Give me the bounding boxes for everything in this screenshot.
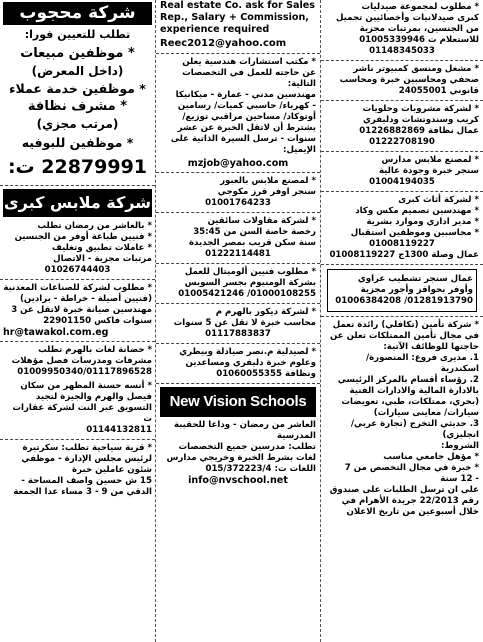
ad-line: التسويق عبر النت لشركة عقارات ت (12, 403, 152, 424)
ad-line: * خبرة في مجال التخصص من 7 (344, 463, 479, 473)
ad-line: مشرفات ومدرسات فصل مؤهلات (11, 356, 152, 366)
ad-line: سيارات/ معاينى سيارات) (373, 408, 479, 418)
school-banner: New Vision Schools (160, 387, 316, 417)
ad-line: كريب وسندوتشات ودليفري (363, 115, 479, 125)
ad-line: * لمصنع ملابس مدارس (381, 155, 479, 165)
ad-line: * مؤهل جامعي مناسب (383, 452, 479, 462)
ad-line: * عاملات تطبيق وتغليف (51, 243, 152, 253)
ad-line: * قرية سياحية تطلب: سكرتيرة (22, 443, 152, 453)
ad-line: عمال وصلة 1300ج 01008119227 (329, 250, 479, 260)
ad-line: * فنيين طباعة أوفر من الجنسين (14, 232, 152, 242)
ad-line: سنوات فاكس 22901150 (43, 316, 152, 326)
ad-line: 1. مديرى فروع: المنصورة/ اسكندرية (365, 353, 479, 374)
column-right (321, 0, 483, 642)
ad-line: سنة سكن قريب بمصر الجديدة (188, 238, 316, 248)
ad-line: 2. رؤساء أقسام بالمركز الرئيسي (337, 375, 479, 385)
ad-line: الإيميل: (283, 145, 316, 155)
ad-line: شئون عاملين خبرة (72, 465, 152, 475)
ad-line: * لشركة ديكور بالهرم م (215, 307, 316, 317)
ad-furniture (325, 195, 479, 261)
column-left (0, 0, 155, 642)
ad-item: (مرتب مجزي) (36, 117, 119, 131)
ad-line: سنجر خبرة وجودة عالية (378, 166, 479, 176)
ad-school-uniforms (325, 155, 479, 188)
ad-line: Rep., Salary + Commission, (160, 12, 309, 23)
ad-new-vision-schools (160, 387, 316, 486)
ad-line: أوتوكاد/ مساحين مراقبي توزيع/ (182, 112, 316, 122)
ad-line: تطلب: مدرسين جميع التخصصات (178, 442, 316, 452)
ad-line: عمال سنجر تشطيب عراوي (357, 274, 473, 284)
ad-pharmacy-group (325, 2, 479, 57)
ad-line: رقم 22/2013 جريدة الأهرام في (341, 496, 479, 506)
ad-line: 3. حديثي التخرج (تجارة عربي/ انجليزي) (350, 419, 479, 440)
ad-email: hr@tawakol.com.eg (3, 327, 109, 338)
ad-line: ونظافة 01060055355 (216, 369, 316, 379)
ad-email: info@nvschool.net (188, 475, 288, 486)
ad-line: التالية: (287, 79, 316, 89)
ad-line: قانوني 24055001 (398, 86, 479, 96)
ad-phone: 01222114481 (205, 249, 271, 259)
ad-line: * مدير اداري وموارد بشرية (366, 217, 479, 227)
ad-line: * لشركة مشروبات وحلويات (362, 104, 479, 114)
ad-email: Reec2012@yahoo.com (160, 38, 287, 49)
ad-line: * مطلوب لمجموعة صيدليات (361, 2, 479, 12)
ad-line: خلال أسبوعين من تاريخ الاعلان (346, 507, 479, 517)
ad-line: - 12 سنة (440, 474, 479, 484)
ad-phone: 01008119227 (369, 239, 435, 249)
ad-line: الشروط: (441, 441, 479, 451)
ad-line: العاشر من رمضان - وداعا للحقيبة (173, 420, 316, 430)
ad-kobry (3, 189, 152, 276)
ad-line: * لمصنع ملابس بالعبور (220, 176, 316, 186)
ad-line: محاسب خبرة لا تقل عن 5 سنوات (173, 318, 316, 328)
ad-nursery (3, 345, 152, 436)
ad-line: * حضانة لغات بالهرم تطلب (38, 345, 152, 355)
ad-drinks (325, 104, 479, 148)
ad-phone: 01222708190 (369, 137, 435, 147)
ad-line: حاجتها للوظائف الآتية: (383, 342, 479, 352)
ad-realestate (160, 0, 316, 50)
ad-line: كبرى صيدلانيات وأخصائيين تجميل (336, 13, 479, 23)
ad-clothing-factory (160, 176, 316, 209)
ad-line: * مطلوب فنيين ألوميتال للعمل (184, 267, 316, 277)
ad-line: (فنيين أصيلة - خراطة - برادين) (20, 294, 152, 304)
ad-singer (327, 269, 477, 312)
ad-item: * موظفين مبيعات (20, 46, 135, 61)
ad-subtitle: تطلب للتعيين فورا: (24, 28, 131, 41)
ad-line: على ان ترسل الطلبات على صندوق (329, 485, 479, 495)
ad-line: * مطلوب لشركة للصناعات المعدنية (3, 283, 152, 293)
ad-line: * محاسبين وموظفين استقبال (350, 228, 479, 238)
ad-line: الدقي من 9 - 3 مساء عدا الجمعة (13, 487, 152, 497)
ad-aluminum (160, 267, 316, 300)
ad-phone: 01001764233 (205, 198, 271, 208)
ad-line: للاستعلام ت 01005339946 (359, 35, 479, 45)
ad-phone: 01004194035 (369, 177, 435, 187)
ad-line: عمال نظافة 01226882869 (359, 126, 479, 136)
ad-line: وعلوم خبرة دليفري ومساعدين (185, 358, 316, 368)
ad-line: اللغات ت: 015/372223/4 (205, 464, 316, 474)
ad-title: شركة محجوب (3, 2, 152, 25)
ad-phone: 01148345033 (369, 46, 435, 56)
ad-line: - كهرباء/ حاسبي كميات/ رسامين (177, 101, 316, 111)
ad-line: * مكتب استشارات هندسية يعلن (182, 57, 316, 67)
ad-line: لغات بشرط الخبرة وخريجي مدارس (166, 453, 316, 463)
ad-line: مهندسين صيانة خبرة لاتقل عن 3 (11, 305, 152, 315)
ad-title: شركة ملابس كبرى (3, 189, 152, 217)
ad-item: (داخل المعرض) (31, 64, 124, 78)
ad-line: 15 ش حسين واصف المساحة - (21, 476, 152, 486)
ad-line: سنوات - ترسل السيرة الذاتية على (170, 134, 316, 144)
ad-line: بشركة الومنيوم بجسر السويس (184, 278, 316, 288)
ad-line: صحفي ومحاسبين خبرة ومحاسب (339, 75, 479, 85)
ad-line: بالادارة المالية والادارات الفنية (349, 386, 479, 396)
ad-tourism (3, 443, 152, 498)
ad-line: وأوفر بحوافز وأجور مجزية (360, 285, 473, 295)
ad-line: سنجر اوفر قرز مكوجي (217, 187, 316, 197)
ad-line: * مشغل ومنسق كمبيوتر ناشر (353, 64, 479, 74)
ad-engineering (160, 57, 316, 169)
ad-contracting (160, 216, 316, 260)
ad-line: رخصة خاصة السن من 35:45 (193, 227, 316, 237)
ad-computer (325, 64, 479, 97)
column-middle (156, 0, 320, 642)
ad-line: * بالعاشر من رمضان تطلب (37, 221, 152, 231)
ad-line: عن حاجته للعمل في التخصصات (182, 68, 316, 78)
ad-pharmacy (160, 347, 316, 380)
ad-phone: 22879991 ت: (7, 156, 148, 178)
ad-phone: 01117883837 (205, 329, 271, 339)
ad-item: * موظفين خدمة عملاء (9, 81, 146, 96)
ad-decor (160, 307, 316, 340)
ad-line: * لشركة مقاولات سائقين (207, 216, 316, 226)
ad-line: المدرسية (276, 431, 316, 441)
ad-line: من الجنسين، بمرتبات مجزية (359, 24, 479, 34)
ad-phone: 01026744403 (44, 265, 111, 275)
ad-email: mzjob@yahoo.com (187, 158, 289, 169)
ad-line: مهندسين مدني - عمارة - ميكانيكا (175, 90, 316, 100)
ad-phone: 01281913790/ 01006384208 (335, 296, 473, 306)
ad-line: لرئيس مجلس الإدارة - موظفي (21, 454, 152, 464)
ad-line: يشترط أن لاتقل الخبرة عن عشر (177, 123, 316, 133)
ad-mahgoub (3, 2, 152, 182)
ad-line: مرتبات مجزية - الاتصال (53, 254, 152, 264)
ad-phone: 01009950340/01117896528 (17, 367, 152, 377)
ad-item: * موظفين للبوفيه (21, 135, 134, 150)
ad-line: * شركة تأمين (تكافلي) رائدة تعمل (332, 320, 479, 330)
ad-line: فيصل والهرم والجيزة لتجيد (35, 392, 152, 402)
ad-line: * أنسه حسنة المظهر من سكان (20, 381, 152, 391)
ad-line: * لصيدلية م.نصر صيادلة وبيطري (179, 347, 316, 357)
ad-line: Real estate Co. ask for Sales (160, 0, 315, 11)
ad-item: * مشرف نظافة (27, 99, 128, 114)
ad-line: (بحري، ممتلكات، طبي، تعويضات (341, 397, 479, 407)
ad-line: experience required (160, 24, 270, 35)
ad-line: * لشركة أثاث كبرى (398, 195, 479, 205)
ad-line: في مجال تأمين الممتلكات تعلن عن (330, 331, 479, 341)
ad-tawakol (3, 283, 152, 338)
ad-phone: 01144132811 (86, 425, 152, 435)
ad-line: * مهندسين تصميم مكس وكاد (355, 206, 479, 216)
ad-phone: 01000108255/ 01005421246 (178, 289, 316, 299)
ad-insurance (325, 320, 479, 518)
